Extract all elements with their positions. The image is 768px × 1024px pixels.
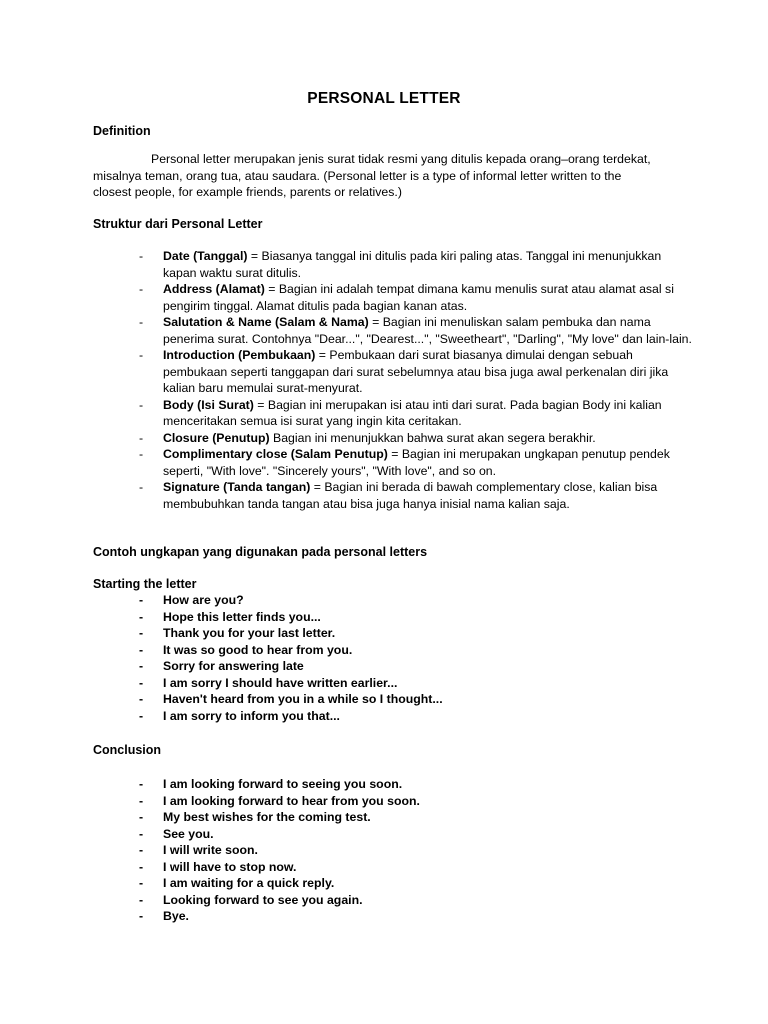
phrase-text: See you. (163, 826, 214, 841)
examples-heading: Contoh ungkapan yang digunakan pada personal letters (93, 545, 428, 559)
structure-term: Signature (Tanda tangan) (163, 480, 311, 494)
phrase-text: Looking forward to see you again. (163, 892, 363, 907)
phrase-text: I will write soon. (163, 843, 258, 857)
structure-description: = Bagian ini menuliskan salam pembuka dan nama penerima surat. Contohnya "Dear...", "Dearest...", "Sweetheart", "Darling", "My love" dan lain-lain. (163, 315, 692, 346)
list-item (93, 430, 693, 447)
dash-bullet: - (139, 626, 144, 640)
list-item (93, 281, 693, 314)
list-item (93, 859, 693, 876)
conclusion-heading: Conclusion (93, 743, 162, 757)
structure-list (93, 248, 693, 512)
phrase-text: I am looking forward to hear from you soon. (163, 793, 420, 808)
list-item (93, 609, 693, 626)
structure-description: = Bagian ini merupakan ungkapan penutup pendek seperti, "With love". "Sincerely yours", "With love", and so on. (163, 447, 670, 478)
phrase-text: My best wishes for the coming test. (163, 810, 371, 824)
list-item (93, 479, 693, 512)
dash-bullet: - (139, 692, 144, 706)
document-title: PERSONAL LETTER (307, 90, 461, 107)
phrase-text: It was so good to hear from you. (163, 642, 353, 657)
structure-term: Closure (Penutup) (163, 430, 270, 445)
list-item (93, 397, 693, 430)
dash-bullet: - (139, 892, 144, 907)
definition-paragraph (93, 151, 653, 201)
list-item (93, 642, 693, 659)
dash-bullet: - (139, 826, 144, 841)
dash-bullet: - (139, 909, 144, 923)
definition-heading: Definition (93, 124, 151, 138)
list-item (93, 908, 693, 925)
dash-bullet: - (139, 843, 144, 857)
list-item (93, 809, 693, 826)
structure-term: Address (Alamat) (163, 282, 265, 296)
list-item (93, 248, 693, 281)
structure-description: = Pembukaan dari surat biasanya dimulai dengan sebuah pembukaan seperti tanggapan dari surat sebelumnya atau bisa juga awal perkenalan diri jika kalian baru memulai surat-menyurat. (163, 348, 669, 395)
structure-term: Body (Isi Surat) (163, 397, 254, 412)
definition-text: Personal letter merupakan jenis surat tidak resmi yang ditulis kepada orang–orang terdekat, misalnya teman, orang tua, atau saudara. (Personal letter is a type of informal letter written to the closest people, for example friends, parents or relatives.) (93, 152, 651, 199)
dash-bullet: - (139, 675, 144, 690)
list-item (93, 691, 693, 708)
list-item (93, 592, 693, 609)
starting-list (93, 592, 693, 724)
structure-term: Introduction (Pembukaan) (163, 348, 316, 362)
starting-heading: Starting the letter (93, 577, 197, 591)
dash-bullet: - (139, 777, 144, 791)
dash-bullet: - (139, 480, 144, 494)
structure-description: = Biasanya tanggal ini ditulis pada kiri paling atas. Tanggal ini menunjukkan kapan waktu surat ditulis. (163, 249, 662, 280)
phrase-text: How are you? (163, 593, 244, 607)
structure-description: = Bagian ini adalah tempat dimana kamu menulis surat atau alamat asal si pengirim tinggal. Alamat ditulis pada bagian kanan atas. (163, 282, 674, 313)
conclusion-list (93, 776, 693, 925)
dash-bullet: - (139, 249, 144, 263)
dash-bullet: - (139, 430, 144, 445)
list-item (93, 347, 693, 397)
structure-description: Bagian ini menunjukkan bahwa surat akan segera berakhir. (269, 430, 596, 445)
structure-description: = Bagian ini merupakan isi atau inti dari surat. Pada bagian Body ini kalian menceritakan semua isi surat yang ingin kita ceritakan. (163, 397, 662, 428)
dash-bullet: - (139, 609, 144, 624)
structure-description: = Bagian ini berada di bawah complementary close, kalian bisa membubuhkan tanda tangan atau bisa juga hanya inisial nama kalian saja. (163, 480, 658, 511)
list-item (93, 658, 693, 675)
dash-bullet: - (139, 447, 144, 461)
phrase-text: I am sorry to inform you that... (163, 708, 340, 723)
phrase-text: Bye. (163, 909, 189, 923)
dash-bullet: - (139, 642, 144, 657)
structure-term: Complimentary close (Salam Penutup) (163, 447, 388, 461)
list-item (93, 446, 693, 479)
dash-bullet: - (139, 793, 144, 808)
dash-bullet: - (139, 859, 144, 874)
list-item (93, 675, 693, 692)
dash-bullet: - (139, 810, 144, 824)
dash-bullet: - (139, 876, 144, 890)
list-item (93, 625, 693, 642)
list-item (93, 776, 693, 793)
phrase-text: Hope this letter finds you... (163, 609, 321, 624)
phrase-text: I am looking forward to seeing you soon. (163, 777, 403, 791)
list-item (93, 875, 693, 892)
list-item (93, 842, 693, 859)
phrase-text: Haven't heard from you in a while so I thought... (163, 692, 443, 706)
dash-bullet: - (139, 593, 144, 607)
dash-bullet: - (139, 348, 144, 362)
structure-term: Date (Tanggal) (163, 249, 248, 263)
dash-bullet: - (139, 315, 144, 329)
dash-bullet: - (139, 397, 144, 412)
phrase-text: Thank you for your last letter. (163, 626, 336, 640)
dash-bullet: - (139, 282, 144, 296)
phrase-text: Sorry for answering late (163, 659, 304, 673)
list-item (93, 892, 693, 909)
list-item (93, 826, 693, 843)
dash-bullet: - (139, 659, 144, 673)
structure-term: Salutation & Name (Salam & Nama) (163, 315, 369, 329)
structure-heading: Struktur dari Personal Letter (93, 217, 263, 231)
phrase-text: I am sorry I should have written earlier... (163, 675, 398, 690)
list-item (93, 314, 693, 347)
phrase-text: I will have to stop now. (163, 859, 297, 874)
list-item (93, 708, 693, 725)
phrase-text: I am waiting for a quick reply. (163, 876, 335, 890)
list-item (93, 793, 693, 810)
dash-bullet: - (139, 708, 144, 723)
